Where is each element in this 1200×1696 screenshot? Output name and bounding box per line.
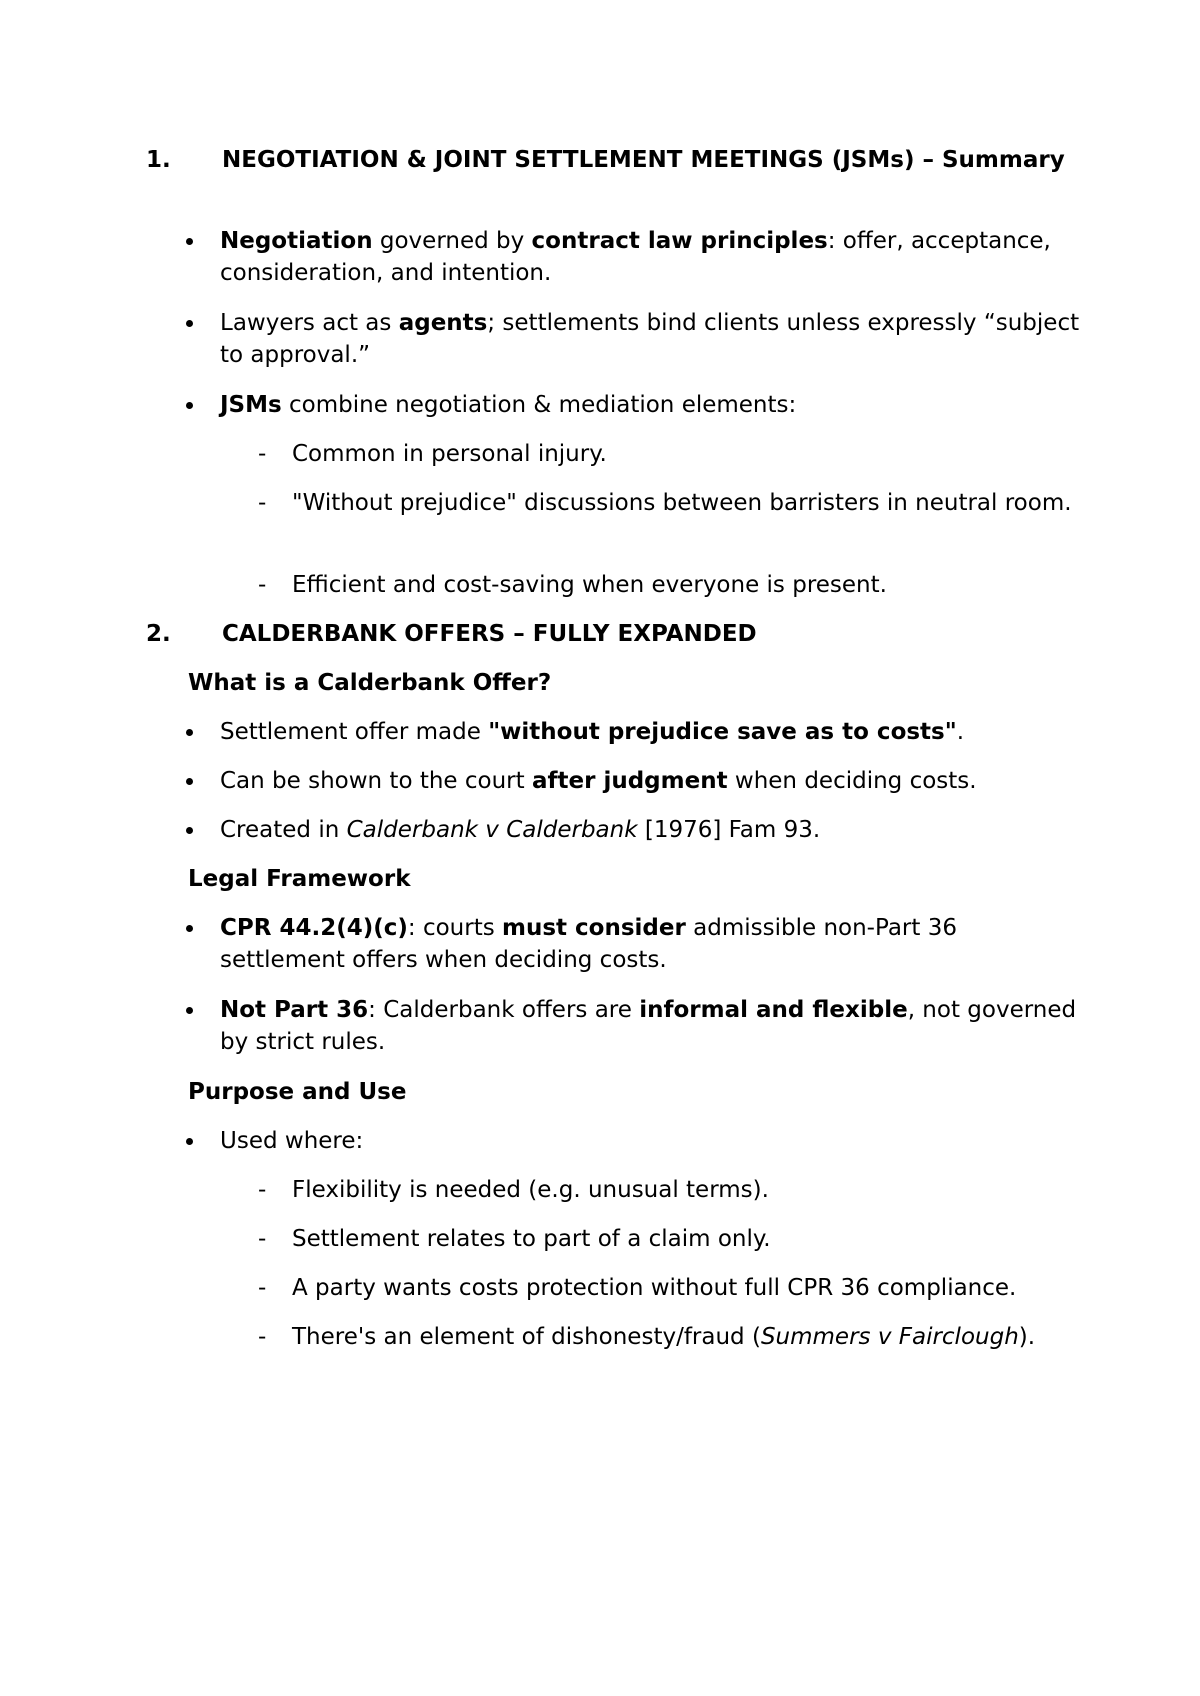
dash-icon: -: [258, 1324, 267, 1350]
section-2-number: 2.: [146, 621, 171, 647]
list-item: Used where:: [220, 1128, 364, 1154]
dash-icon: -: [258, 490, 267, 516]
list-item: Lawyers act as agents; settlements bind clients unless expressly “subject to approval.”: [220, 310, 1080, 368]
bold-term: JSMs: [220, 392, 282, 418]
dash-icon: -: [258, 1177, 267, 1203]
subheading-what: What is a Calderbank Offer?: [188, 670, 552, 696]
bold-term: must consider: [502, 915, 686, 941]
sub-list-item: - "Without prejudice" discussions between barristers in neutral room.: [258, 487, 1098, 519]
bold-term: "without prejudice save as to costs": [488, 719, 957, 745]
list-item: Settlement offer made "without prejudice save as to costs".: [220, 719, 965, 745]
bold-term: after judgment: [531, 768, 728, 794]
sub-list-item: - Settlement relates to part of a claim only.: [258, 1223, 1098, 1255]
dash-icon: -: [258, 441, 267, 467]
list-item: Negotiation governed by contract law principles: offer, acceptance, consideration, and intention.: [220, 228, 1051, 286]
dash-icon: -: [258, 572, 267, 598]
section-2-heading: [146, 618, 1066, 651]
sub-list-item: - A party wants costs protection without full CPR 36 compliance.: [258, 1272, 1098, 1304]
dash-icon: -: [258, 1226, 267, 1252]
section-2-title: CALDERBANK OFFERS – FULLY EXPANDED: [222, 621, 757, 647]
list-item: Created in Calderbank v Calderbank [1976] Fam 93.: [220, 817, 821, 843]
case-name: Calderbank v Calderbank: [346, 817, 638, 843]
bold-term: contract law principles: [531, 228, 828, 254]
dash-icon: -: [258, 1275, 267, 1301]
section-1-number: 1.: [146, 147, 171, 173]
list-item: Not Part 36: Calderbank offers are informal and flexible, not governed by strict rules.: [220, 997, 1077, 1055]
sub-list-item: - Common in personal injury.: [258, 438, 1098, 470]
list-item: Can be shown to the court after judgment when deciding costs.: [220, 768, 977, 794]
bold-term: agents: [398, 310, 488, 336]
list-item: CPR 44.2(4)(c): courts must consider admissible non-Part 36 settlement offers when deciding costs.: [220, 915, 957, 973]
subheading-purpose: Purpose and Use: [188, 1079, 407, 1105]
bold-term: CPR 44.2(4)(c): [220, 915, 408, 941]
section-1-title: NEGOTIATION & JOINT SETTLEMENT MEETINGS (JSMs) – Summary: [222, 147, 1065, 173]
bold-term: Not Part 36: [220, 997, 369, 1023]
bold-term: Negotiation: [220, 228, 373, 254]
section-1-heading: [146, 144, 1066, 177]
case-name: Summers v Fairclough: [760, 1324, 1019, 1350]
subheading-legal: Legal Framework: [188, 866, 411, 892]
list-item: JSMs combine negotiation & mediation elements:: [220, 392, 797, 418]
sub-list-item: - There's an element of dishonesty/fraud (Summers v Fairclough).: [258, 1321, 1098, 1353]
sub-list-item: - Efficient and cost-saving when everyone is present.: [258, 569, 1098, 601]
sub-list-item: - Flexibility is needed (e.g. unusual terms).: [258, 1174, 1098, 1206]
bold-term: informal and flexible: [639, 997, 908, 1023]
